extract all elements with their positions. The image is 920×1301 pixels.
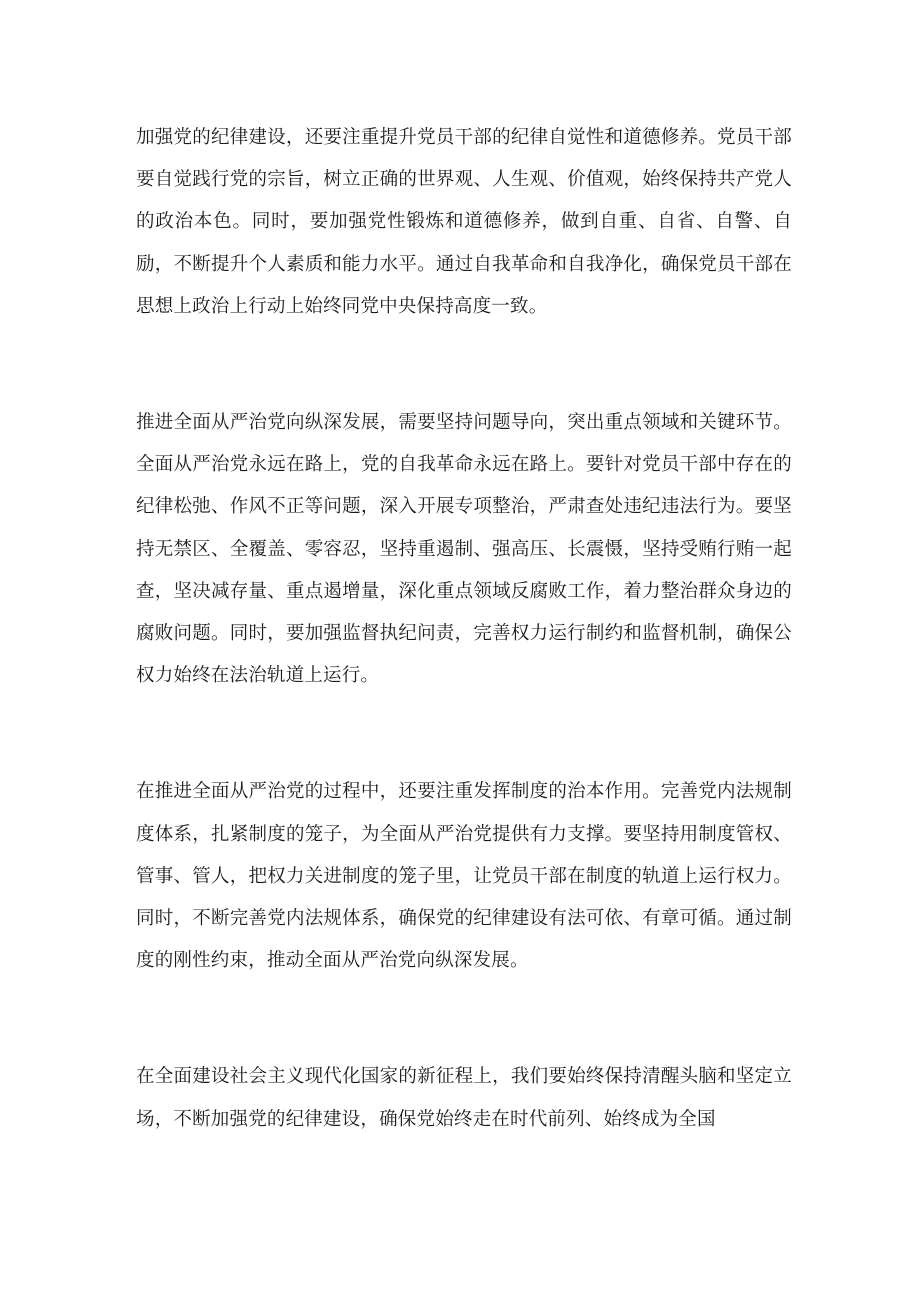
paragraph-discipline-self-awareness: 加强党的纪律建设，还要注重提升党员干部的纪律自觉性和道德修养。党员干部要自觉践行党的宗旨，树立正确的世界观、人生观、价值观，始终保持共产党人的政治本色。同时，要加强党性锻炼和道德修养，做到自重、自省、自警、自励，不断提升个人素质和能力水平。通过自我革命和自我净化，确保党员干部在思想上政治上行动上始终同党中央保持高度一致。	[136, 127, 792, 317]
paragraph-new-journey: 在全面建设社会主义现代化国家的新征程上，我们要始终保持清醒头脑和坚定立场，不断加强党的纪律建设，确保党始终走在时代前列、始终成为全国	[136, 1066, 792, 1130]
document-body	[136, 117, 792, 1140]
paragraph-institutional-role: 在推进全面从严治党的过程中，还要注重发挥制度的治本作用。完善党内法规制度体系，扎紧制度的笼子，为全面从严治党提供有力支撑。要坚持用制度管权、管事、管人，把权力关进制度的笼子里，让党员干部在制度的轨道上运行权力。同时，不断完善党内法规体系，确保党的纪律建设有法可依、有章可循。通过制度的刚性约束，推动全面从严治党向纵深发展。	[136, 781, 792, 972]
paragraph-problem-oriented-governance: 推进全面从严治党向纵深发展，需要坚持问题导向，突出重点领域和关键环节。全面从严治党永远在路上，党的自我革命永远在路上。要针对党员干部中存在的纪律松弛、作风不正等问题，深入开展专项整治，严肃查处违纪违法行为。要坚持无禁区、全覆盖、零容忍，坚持重遏制、强高压、长震慑，坚持受贿行贿一起查，坚决减存量、重点遏增量，深化重点领域反腐败工作，着力整治群众身边的腐败问题。同时，要加强监督执纪问责，完善权力运行制约和监督机制，确保公权力始终在法治轨道上运行。	[136, 412, 792, 687]
